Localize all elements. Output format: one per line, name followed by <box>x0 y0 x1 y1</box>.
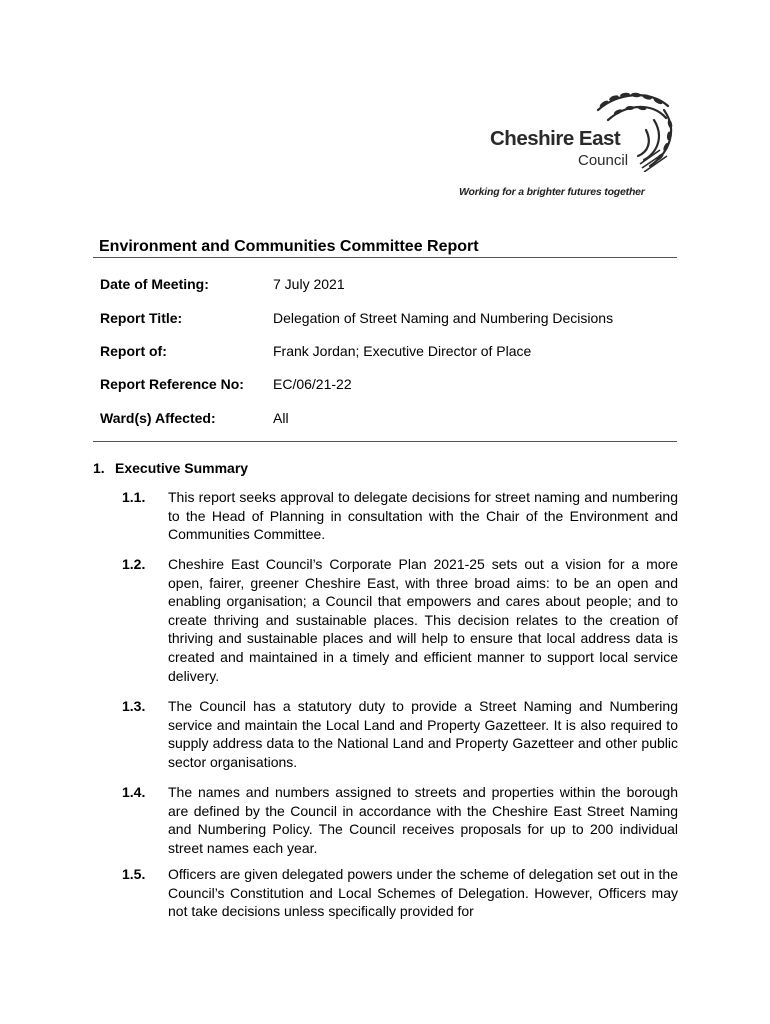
logo-council-word: Council <box>578 152 629 169</box>
report-title: Environment and Communities Committee Report <box>99 238 479 255</box>
paragraph <box>122 783 678 857</box>
council-logo <box>459 86 676 206</box>
paragraph-number: 1.4. <box>122 784 146 800</box>
paragraph-text: The Council has a statutory duty to provide a Street Naming and Numbering service and maintain the Local Land and Property Gazetteer. It is also required to supply address data to the National Land and Property Gazetteer and other public sector organisations. <box>168 698 678 770</box>
paragraph-text: Officers are given delegated powers under the scheme of delegation set out in the Council’s Constitution and Local Schemes of Delegation. However, Officers may not take decisions unless specifically provided for <box>168 866 678 920</box>
section-title: Executive Summary <box>115 460 249 476</box>
meta-value: 7 July 2021 <box>273 276 345 292</box>
logo-wordmark: Cheshire East <box>490 127 621 150</box>
paragraph-number: 1.1. <box>122 489 146 505</box>
meta-label: Report of: <box>100 343 167 359</box>
header-divider <box>93 257 677 258</box>
paragraph <box>122 488 678 544</box>
paragraph-text: Cheshire East Council’s Corporate Plan 2021-25 sets out a vision for a more open, fairer, greener Cheshire East, with three broad aims: to be an open and enabling organisation; a Council that empowers and cares about people; and to create thriving and sustainable places. This decision relates to the creation of thriving and sustainable places and will help to ensure that local address data is created and maintained in a timely and efficient manner to support local service delivery. <box>168 556 678 684</box>
paragraph-number: 1.2. <box>122 556 146 572</box>
meta-value: All <box>273 410 289 426</box>
paragraph <box>122 697 678 771</box>
section-number: 1. <box>93 460 105 476</box>
paragraph <box>122 865 678 921</box>
meta-label: Report Reference No: <box>100 376 244 392</box>
meta-label: Report Title: <box>100 310 183 326</box>
meta-label: Date of Meeting: <box>100 276 209 292</box>
paragraph <box>122 555 678 685</box>
meta-label: Ward(s) Affected: <box>100 410 216 426</box>
paragraph-text: This report seeks approval to delegate decisions for street naming and numbering to the Head of Planning in consultation with the Chair of the Environment and Communities Committee. <box>168 489 678 543</box>
paragraph-number: 1.5. <box>122 866 146 882</box>
paragraph-number: 1.3. <box>122 698 146 714</box>
meta-value: EC/06/21-22 <box>273 376 352 392</box>
section-heading <box>93 460 248 476</box>
paragraph-text: The names and numbers assigned to streets and properties within the borough are defined by the Council in accordance with the Cheshire East Street Naming and Numbering Policy. The Council receives proposals for up to 200 individual street names each year. <box>168 784 678 856</box>
details-divider <box>93 441 677 442</box>
meta-value: Delegation of Street Naming and Numbering Decisions <box>273 310 614 326</box>
meta-value: Frank Jordan; Executive Director of Place <box>273 343 532 359</box>
logo-tagline: Working for a brighter futures together <box>459 186 645 198</box>
